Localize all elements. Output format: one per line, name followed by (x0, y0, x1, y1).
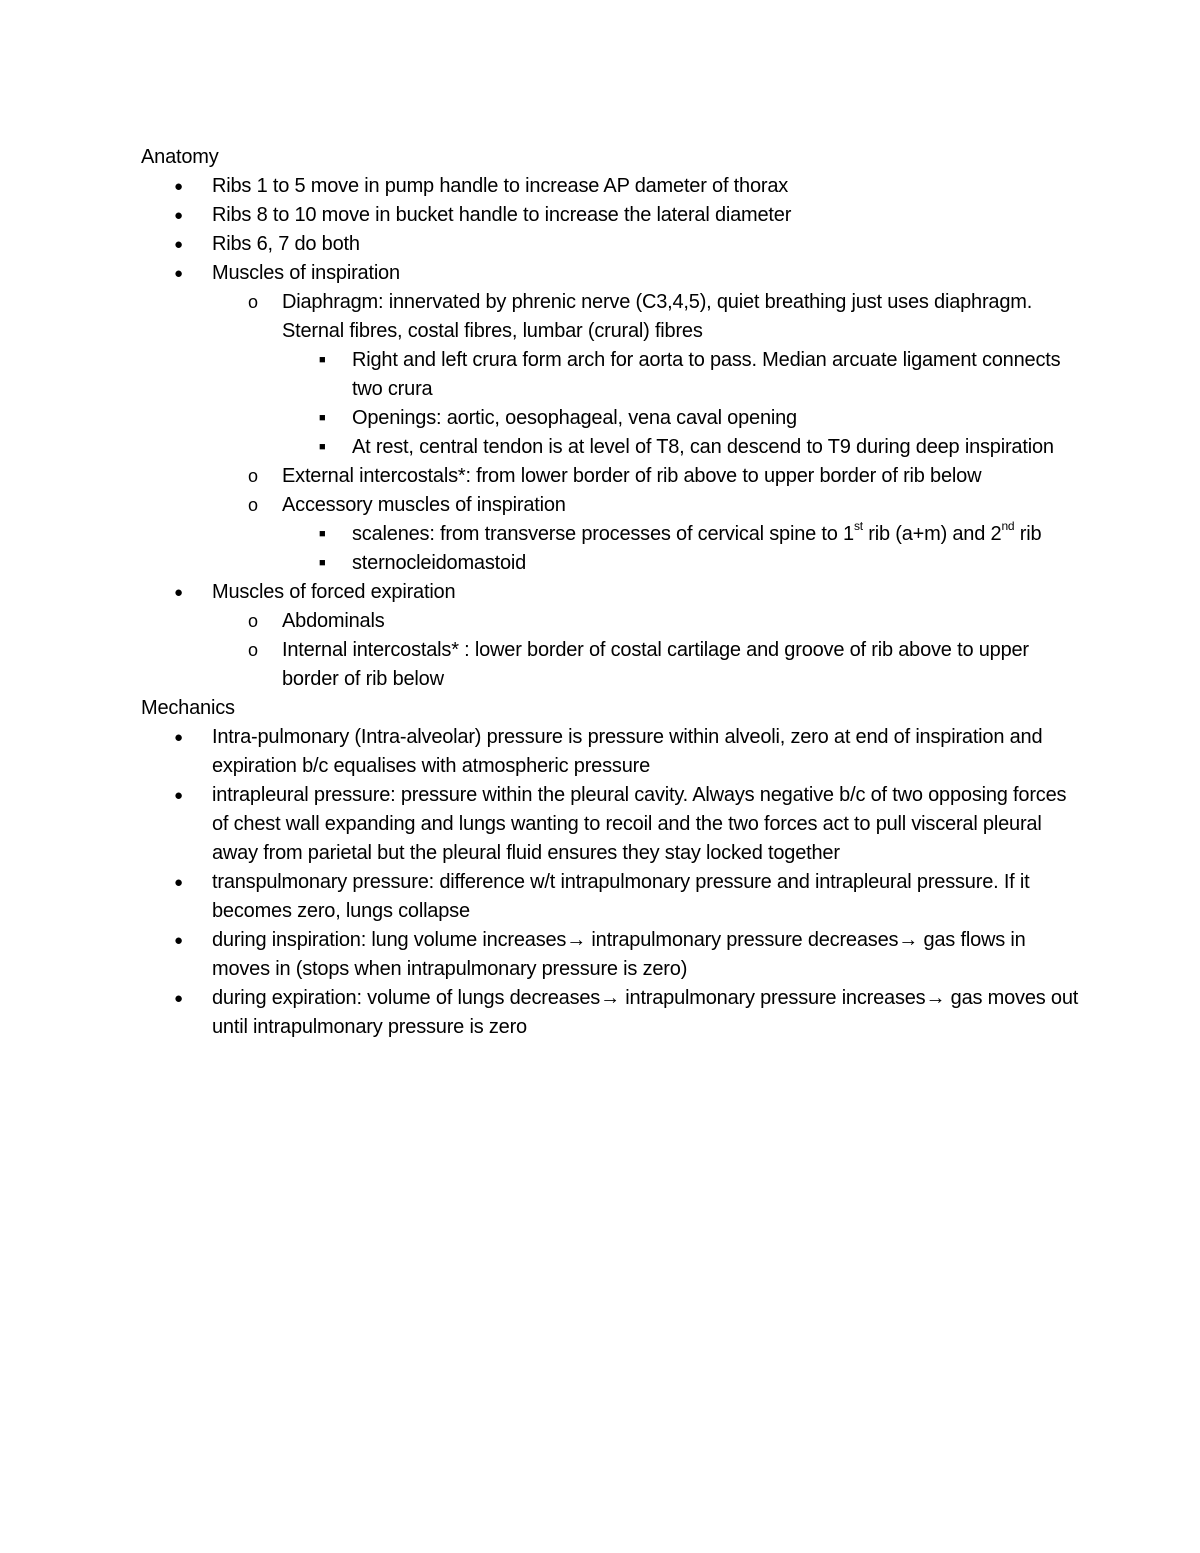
document-page (141, 143, 1081, 1042)
circle-bullet-icon: o (248, 640, 258, 660)
item-text: Accessory muscles of inspiration (282, 494, 566, 516)
bullet-icon: ● (174, 874, 183, 891)
superscript: st (853, 519, 863, 534)
bullet-icon: ● (174, 265, 183, 282)
list-item (141, 549, 1081, 578)
bullet-icon: ● (174, 729, 183, 746)
item-text: Intra-pulmonary (Intra-alveolar) pressure is pressure within alveoli, zero at end of inspiration and expiration b/c equalises with atmospheric pressure (212, 726, 1043, 777)
right-arrow-icon: → (925, 987, 946, 1009)
item-text: Ribs 6, 7 do both (212, 233, 360, 255)
list-item (141, 491, 1081, 520)
bullet-icon: ● (174, 178, 183, 195)
square-bullet-icon: ■ (319, 412, 326, 424)
item-text-c: gas flows in moves in (stops when intrapulmonary pressure is zero) (212, 929, 1026, 980)
item-text-a: during inspiration: lung volume increases (212, 929, 567, 951)
list-item (141, 607, 1081, 636)
item-text: Diaphragm: innervated by phrenic nerve (C3,4,5), quiet breathing just uses diaphragm. Sternal fibres, costal fibres, lumbar (crural) fibres (282, 291, 1033, 342)
superscript: nd (1001, 519, 1015, 534)
bullet-icon: ● (174, 932, 183, 949)
item-text: Abdominals (282, 610, 385, 632)
list-item (141, 288, 1081, 346)
bullet-icon: ● (174, 990, 183, 1007)
circle-bullet-icon: o (248, 292, 258, 312)
item-text: transpulmonary pressure: difference w/t intrapulmonary pressure and intrapleural pressure. If it becomes zero, lungs collapse (212, 871, 1030, 922)
square-bullet-icon: ■ (319, 528, 326, 540)
list-item (141, 259, 1081, 288)
right-arrow-icon: → (566, 929, 587, 951)
right-arrow-icon: → (898, 929, 919, 951)
list-item (141, 462, 1081, 491)
list-item (141, 230, 1081, 259)
list-item (141, 781, 1081, 868)
item-text: Ribs 8 to 10 move in bucket handle to increase the lateral diameter (212, 204, 792, 226)
item-text: sternocleidomastoid (352, 552, 527, 574)
item-text: Openings: aortic, oesophageal, vena caval opening (352, 407, 797, 429)
list-item (141, 578, 1081, 607)
bullet-icon: ● (174, 207, 183, 224)
list-item (141, 520, 1081, 549)
bullet-icon: ● (174, 236, 183, 253)
list-item (141, 636, 1081, 694)
item-text-a: scalenes: from transverse processes of cervical spine to 1 (352, 523, 854, 545)
item-text-b: rib (a+m) and 2 (862, 523, 1002, 545)
item-text: Ribs 1 to 5 move in pump handle to increase AP dameter of thorax (212, 175, 789, 197)
item-text-a: during expiration: volume of lungs decreases (212, 987, 601, 1009)
list-item (141, 433, 1081, 462)
circle-bullet-icon: o (248, 611, 258, 631)
bullet-icon: ● (174, 787, 183, 804)
item-text: Muscles of forced expiration (212, 581, 456, 603)
list-item (141, 404, 1081, 433)
square-bullet-icon: ■ (319, 441, 326, 453)
item-text-b: intrapulmonary pressure decreases (586, 929, 899, 951)
list-item (141, 868, 1081, 926)
list-item (141, 172, 1081, 201)
item-text-b: intrapulmonary pressure increases (619, 987, 926, 1009)
section-heading-anatomy: Anatomy (141, 146, 219, 168)
item-text-c: rib (1014, 523, 1042, 545)
list-item (141, 926, 1081, 984)
list-item (141, 346, 1081, 404)
section-heading-mechanics: Mechanics (141, 697, 235, 719)
list-item (141, 723, 1081, 781)
circle-bullet-icon: o (248, 466, 258, 486)
item-text: Right and left crura form arch for aorta to pass. Median arcuate ligament connects two crura (352, 349, 1061, 400)
square-bullet-icon: ■ (319, 557, 326, 569)
circle-bullet-icon: o (248, 495, 258, 515)
right-arrow-icon: → (600, 987, 620, 1009)
item-text-c: gas moves out until intrapulmonary pressure is zero (212, 987, 1079, 1038)
item-text: Muscles of inspiration (212, 262, 400, 284)
item-text: External intercostals*: from lower border of rib above to upper border of rib below (282, 465, 982, 487)
item-text: intrapleural pressure: pressure within the pleural cavity. Always negative b/c of two opposing forces of chest wall expanding and lungs wanting to recoil and the two forces act to pull visceral pleural away from parietal but the pleural fluid ensures they stay locked together (212, 784, 1067, 864)
list-item (141, 201, 1081, 230)
bullet-icon: ● (174, 584, 183, 601)
item-text: Internal intercostals* : lower border of costal cartilage and groove of rib above to upper border of rib below (282, 639, 1029, 690)
list-item (141, 984, 1081, 1042)
square-bullet-icon: ■ (319, 354, 326, 366)
item-text: At rest, central tendon is at level of T8, can descend to T9 during deep inspiration (352, 436, 1054, 458)
